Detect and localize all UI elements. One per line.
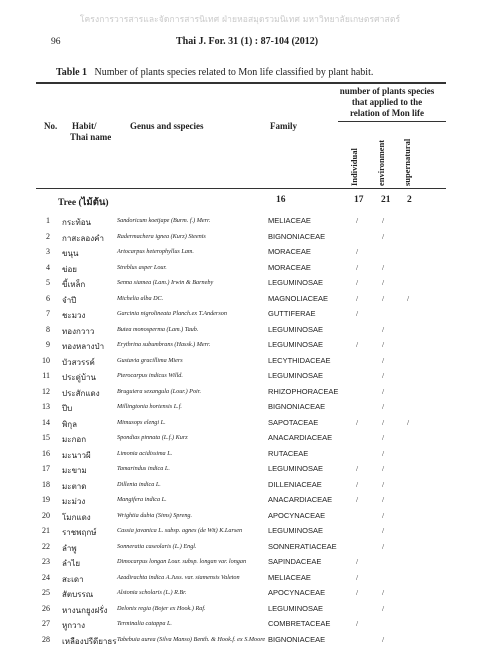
row-species: Delonix regia (Bojer ex Hook.) Raf. [117, 604, 206, 612]
header-no: No. [44, 121, 58, 131]
row-thai-name: กระท้อน [62, 218, 91, 227]
header-genus-species: Genus and sspecies [130, 121, 204, 131]
table-row [0, 354, 480, 370]
row-species: Bruguiera sexangula (Lour.) Poir. [117, 387, 202, 395]
row-family: LEGUMINOSAE [268, 278, 324, 287]
header-individual: Individual [349, 148, 359, 186]
row-individual-mark: / [356, 216, 359, 225]
row-environment-mark: / [382, 526, 385, 535]
row-thai-name: โมกแดง [62, 512, 91, 522]
row-number: 7 [46, 309, 50, 318]
header-sub-rule [338, 121, 446, 122]
row-environment-mark: / [382, 278, 385, 287]
row-family: APOCYNACEAE [268, 510, 326, 520]
table-row [0, 447, 480, 463]
row-thai-name: มะกอก [62, 435, 87, 444]
row-environment-mark: / [382, 541, 385, 551]
row-number: 11 [42, 371, 50, 380]
table-row [0, 540, 480, 556]
row-environment-mark: / [382, 417, 385, 427]
row-thai-name: ขี้เหล็ก [62, 280, 86, 289]
table-row [0, 307, 480, 323]
row-thai-name: ประสักแดง [62, 388, 100, 398]
table-caption [56, 67, 373, 78]
row-species: Radermachera ignea (Kurz) Steenis [117, 232, 206, 240]
table-row [0, 478, 480, 494]
row-thai-name: ทองกวาว [62, 326, 95, 336]
table-row [0, 323, 480, 339]
row-number: 14 [42, 417, 50, 427]
row-thai-name: ปีบ [62, 404, 73, 413]
row-number: 27 [42, 619, 50, 628]
row-species: Streblus asper Lour. [117, 263, 167, 271]
row-species: Erythrina subumbrans (Hassk.) Merr. [117, 341, 211, 348]
row-individual-mark: / [356, 417, 359, 427]
header-environment: environment [376, 139, 386, 186]
table-row [0, 586, 480, 602]
row-environment-mark: / [382, 464, 385, 473]
row-number: 1 [46, 216, 50, 225]
row-individual-mark: / [356, 588, 359, 597]
row-thai-name: กาสะลองคำ [62, 233, 104, 243]
row-family: MORACEAE [268, 247, 311, 256]
row-number: 6 [46, 293, 50, 303]
row-number: 24 [42, 572, 50, 582]
tree-individual: 17 [354, 195, 364, 205]
row-family: GUTTIFERAE [268, 309, 316, 318]
row-family: LEGUMINOSAE [268, 324, 324, 334]
row-thai-name: บัวสวรรค์ [62, 357, 95, 367]
row-family: COMBRETACEAE [268, 619, 331, 628]
row-species: Azadirachta indica A.Juss. var. siamensis Valeton [117, 573, 240, 581]
row-thai-name: ราชพฤกษ์ [62, 528, 97, 537]
row-environment-mark: / [382, 293, 385, 303]
row-species: Spondias pinnata (L.f.) Kurz [117, 434, 188, 441]
row-species: Michelia alba DC. [117, 294, 164, 302]
table-row [0, 633, 480, 649]
row-environment-mark: / [382, 479, 385, 489]
watermark: โครงการวารสารและจัดการสารนิเทศ ฝ่ายหอสมุดรวมนิเทศ มหาวิทยาลัยเกษตรศาสตร์ [79, 15, 401, 25]
row-number: 28 [42, 634, 50, 644]
row-number: 13 [42, 402, 50, 411]
row-species: Sonneratia caseolaris (L.) Engl. [117, 542, 197, 550]
row-species: Tabebuia aurea (Silva Manso) Benth. & Hook.f. ex S.Moore [117, 635, 266, 643]
row-species: Artocarpus heterophyllus Lam. [117, 248, 194, 255]
header-thai-name: Thai name [70, 132, 112, 142]
row-individual-mark: / [356, 464, 359, 473]
tree-supernatural: 2 [407, 195, 412, 205]
row-family: LEGUMINOSAE [268, 526, 324, 535]
table-row [0, 509, 480, 525]
species-table-body [0, 214, 480, 648]
table-row [0, 292, 480, 308]
row-environment-mark: / [382, 355, 385, 365]
row-thai-name: มะตาด [62, 481, 87, 491]
header-bottom-rule [36, 188, 446, 189]
header-count-line-3: relation of Mon life [349, 108, 425, 118]
row-environment-mark: / [382, 433, 385, 442]
row-environment-mark: / [382, 402, 385, 411]
row-number: 15 [42, 433, 50, 442]
table-row [0, 230, 480, 246]
row-environment-mark: / [382, 588, 385, 597]
row-environment-mark: / [382, 340, 385, 349]
row-family: LEGUMINOSAE [268, 603, 324, 613]
tree-label: Tree (ไม้ต้น) [58, 198, 109, 208]
row-thai-name: ทองหลางป่า [62, 342, 105, 351]
row-number: 10 [42, 355, 50, 365]
table-row [0, 245, 480, 261]
row-thai-name: สัตบรรณ [62, 590, 94, 599]
table-row [0, 338, 480, 354]
row-family: RUTACEAE [268, 448, 309, 458]
tree-families: 16 [276, 195, 286, 205]
row-number: 5 [46, 278, 50, 287]
row-individual-mark: / [356, 340, 359, 349]
row-number: 16 [42, 448, 50, 458]
row-thai-name: พิกุล [62, 419, 78, 429]
row-environment-mark: / [382, 448, 385, 458]
row-thai-name: ลำไย [62, 559, 81, 568]
table-row [0, 416, 480, 432]
row-number: 26 [42, 603, 50, 613]
row-family: MELIACEAE [268, 216, 311, 225]
row-environment-mark: / [382, 216, 385, 225]
row-thai-name: ข่อย [62, 264, 77, 274]
table-row [0, 261, 480, 277]
header-family: Family [270, 121, 297, 131]
row-thai-name: มะขาม [62, 466, 87, 475]
row-thai-name: จำปี [62, 295, 77, 305]
row-environment-mark: / [382, 231, 385, 241]
row-number: 8 [46, 324, 50, 334]
row-number: 17 [42, 464, 50, 473]
row-family: DILLENIACEAE [268, 479, 322, 489]
row-individual-mark: / [356, 557, 359, 566]
row-environment-mark: / [382, 324, 385, 334]
row-individual-mark: / [356, 262, 359, 272]
row-number: 12 [42, 386, 50, 396]
row-species: Limonia acidissima L. [117, 449, 173, 457]
row-family: MAGNOLIACEAE [268, 293, 329, 303]
row-species: Terminalia catappa L. [117, 620, 172, 627]
row-species: Millingtonia hortensis L.f. [117, 403, 182, 410]
row-species: Dillenia indica L. [117, 480, 161, 488]
header-count-line-2: that applied to the [351, 97, 423, 107]
row-family: BIGNONIACEAE [268, 634, 326, 644]
row-species: Pterocarpus indicus Willd. [117, 372, 183, 379]
row-family: BIGNONIACEAE [268, 402, 326, 411]
row-family: ANACARDIACEAE [268, 433, 333, 442]
row-species: Garcinia nigrolineata Planch.ex T.Anderson [117, 310, 227, 317]
header-count-line-1: number of plants species [339, 86, 435, 96]
row-environment-mark: / [382, 603, 385, 613]
row-thai-name: ขนุน [62, 249, 79, 258]
row-thai-name: หางนกยูงฝรั่ง [62, 605, 108, 615]
table-row [0, 571, 480, 587]
row-thai-name: ประดู่บ้าน [62, 373, 96, 382]
row-individual-mark: / [356, 309, 359, 318]
row-species: Tamarindus indica L. [117, 465, 170, 472]
row-family: BIGNONIACEAE [268, 231, 326, 241]
row-environment-mark: / [382, 386, 385, 396]
journal-citation: Thai J. For. 31 (1) : 87-104 (2012) [176, 36, 319, 47]
row-family: MELIACEAE [268, 572, 311, 582]
row-species: Wrightia dubia (Sims) Spreng. [117, 511, 193, 519]
row-number: 2 [46, 231, 50, 241]
row-number: 3 [46, 247, 50, 256]
row-individual-mark: / [356, 278, 359, 287]
row-family: LECYTHIDACEAE [268, 355, 331, 365]
tree-environment: 21 [381, 195, 391, 205]
row-individual-mark: / [356, 619, 359, 628]
row-species: Mangifera indica L. [117, 496, 167, 503]
row-supernatural-mark: / [407, 293, 410, 303]
row-individual-mark: / [356, 247, 359, 256]
row-species: Cassia javanica L. subsp. agnes (de Wit) K.Larsen [117, 527, 243, 534]
row-family: LEGUMINOSAE [268, 340, 324, 349]
row-species: Dimocarpus longan Lour. subsp. longan var. longan [117, 558, 247, 565]
row-family: SAPINDACEAE [268, 557, 322, 566]
table-row [0, 385, 480, 401]
table-row [0, 214, 480, 230]
table-row [0, 602, 480, 618]
table-row [0, 369, 480, 385]
row-species: Mimusops elengi L. [117, 418, 166, 426]
row-species: Alstonia scholaris (L.) R.Br. [117, 589, 187, 596]
row-number: 21 [42, 526, 50, 535]
row-number: 23 [42, 557, 50, 566]
row-individual-mark: / [356, 293, 359, 303]
row-family: RHIZOPHORACEAE [268, 386, 339, 396]
row-thai-name: ชะมวง [62, 311, 86, 320]
tree-summary-row [0, 195, 480, 212]
row-number: 19 [42, 495, 50, 504]
table-row [0, 462, 480, 478]
table-label: Table 1 [56, 67, 88, 78]
row-thai-name: มะม่วง [62, 497, 86, 506]
row-number: 20 [42, 510, 50, 520]
row-environment-mark: / [382, 262, 385, 272]
row-individual-mark: / [356, 479, 359, 489]
header-habit: Habit/ [72, 121, 97, 131]
row-family: LEGUMINOSAE [268, 371, 324, 380]
table-row [0, 431, 480, 447]
row-number: 18 [42, 479, 50, 489]
row-number: 22 [42, 541, 50, 551]
row-family: ANACARDIACEAE [268, 495, 333, 504]
row-number: 9 [46, 340, 50, 349]
row-family: LEGUMINOSAE [268, 464, 324, 473]
row-family: SAPOTACEAE [268, 417, 319, 427]
row-thai-name: สะเดา [62, 574, 84, 584]
row-environment-mark: / [382, 495, 385, 504]
row-number: 25 [42, 588, 50, 597]
row-thai-name: หูกวาง [62, 621, 86, 630]
row-individual-mark: / [356, 495, 359, 504]
table-row [0, 276, 480, 292]
row-supernatural-mark: / [407, 417, 410, 427]
row-thai-name: ลำพู [62, 543, 77, 553]
row-family: APOCYNACEAE [268, 588, 326, 597]
row-environment-mark: / [382, 634, 385, 644]
row-species: Senna siamea (Lam.) Irwin & Barneby [117, 279, 214, 286]
header-count [327, 86, 447, 119]
row-thai-name: มะนาวผี [62, 450, 91, 460]
row-species: Gustavia gracillima Miers [117, 356, 183, 364]
table-row [0, 524, 480, 540]
row-environment-mark: / [382, 510, 385, 520]
table-top-rule [36, 82, 446, 84]
row-species: Butea monosperma (Lam.) Taub. [117, 325, 199, 333]
header-supernatural: supernatural [402, 138, 412, 186]
table-row [0, 617, 480, 633]
row-environment-mark: / [382, 371, 385, 380]
table-row [0, 555, 480, 571]
row-species: Sandoricum koetjape (Burm. f.) Merr. [117, 217, 211, 224]
row-number: 4 [46, 262, 50, 272]
row-family: SONNERATIACEAE [268, 541, 337, 551]
row-thai-name: เหลืองปรีดียาธร [62, 636, 117, 646]
page-number: 96 [51, 37, 61, 47]
row-family: MORACEAE [268, 262, 311, 272]
row-individual-mark: / [356, 572, 359, 582]
table-row [0, 493, 480, 509]
table-caption-text: Number of plants species related to Mon life classified by plant habit. [94, 67, 374, 78]
table-row [0, 400, 480, 416]
